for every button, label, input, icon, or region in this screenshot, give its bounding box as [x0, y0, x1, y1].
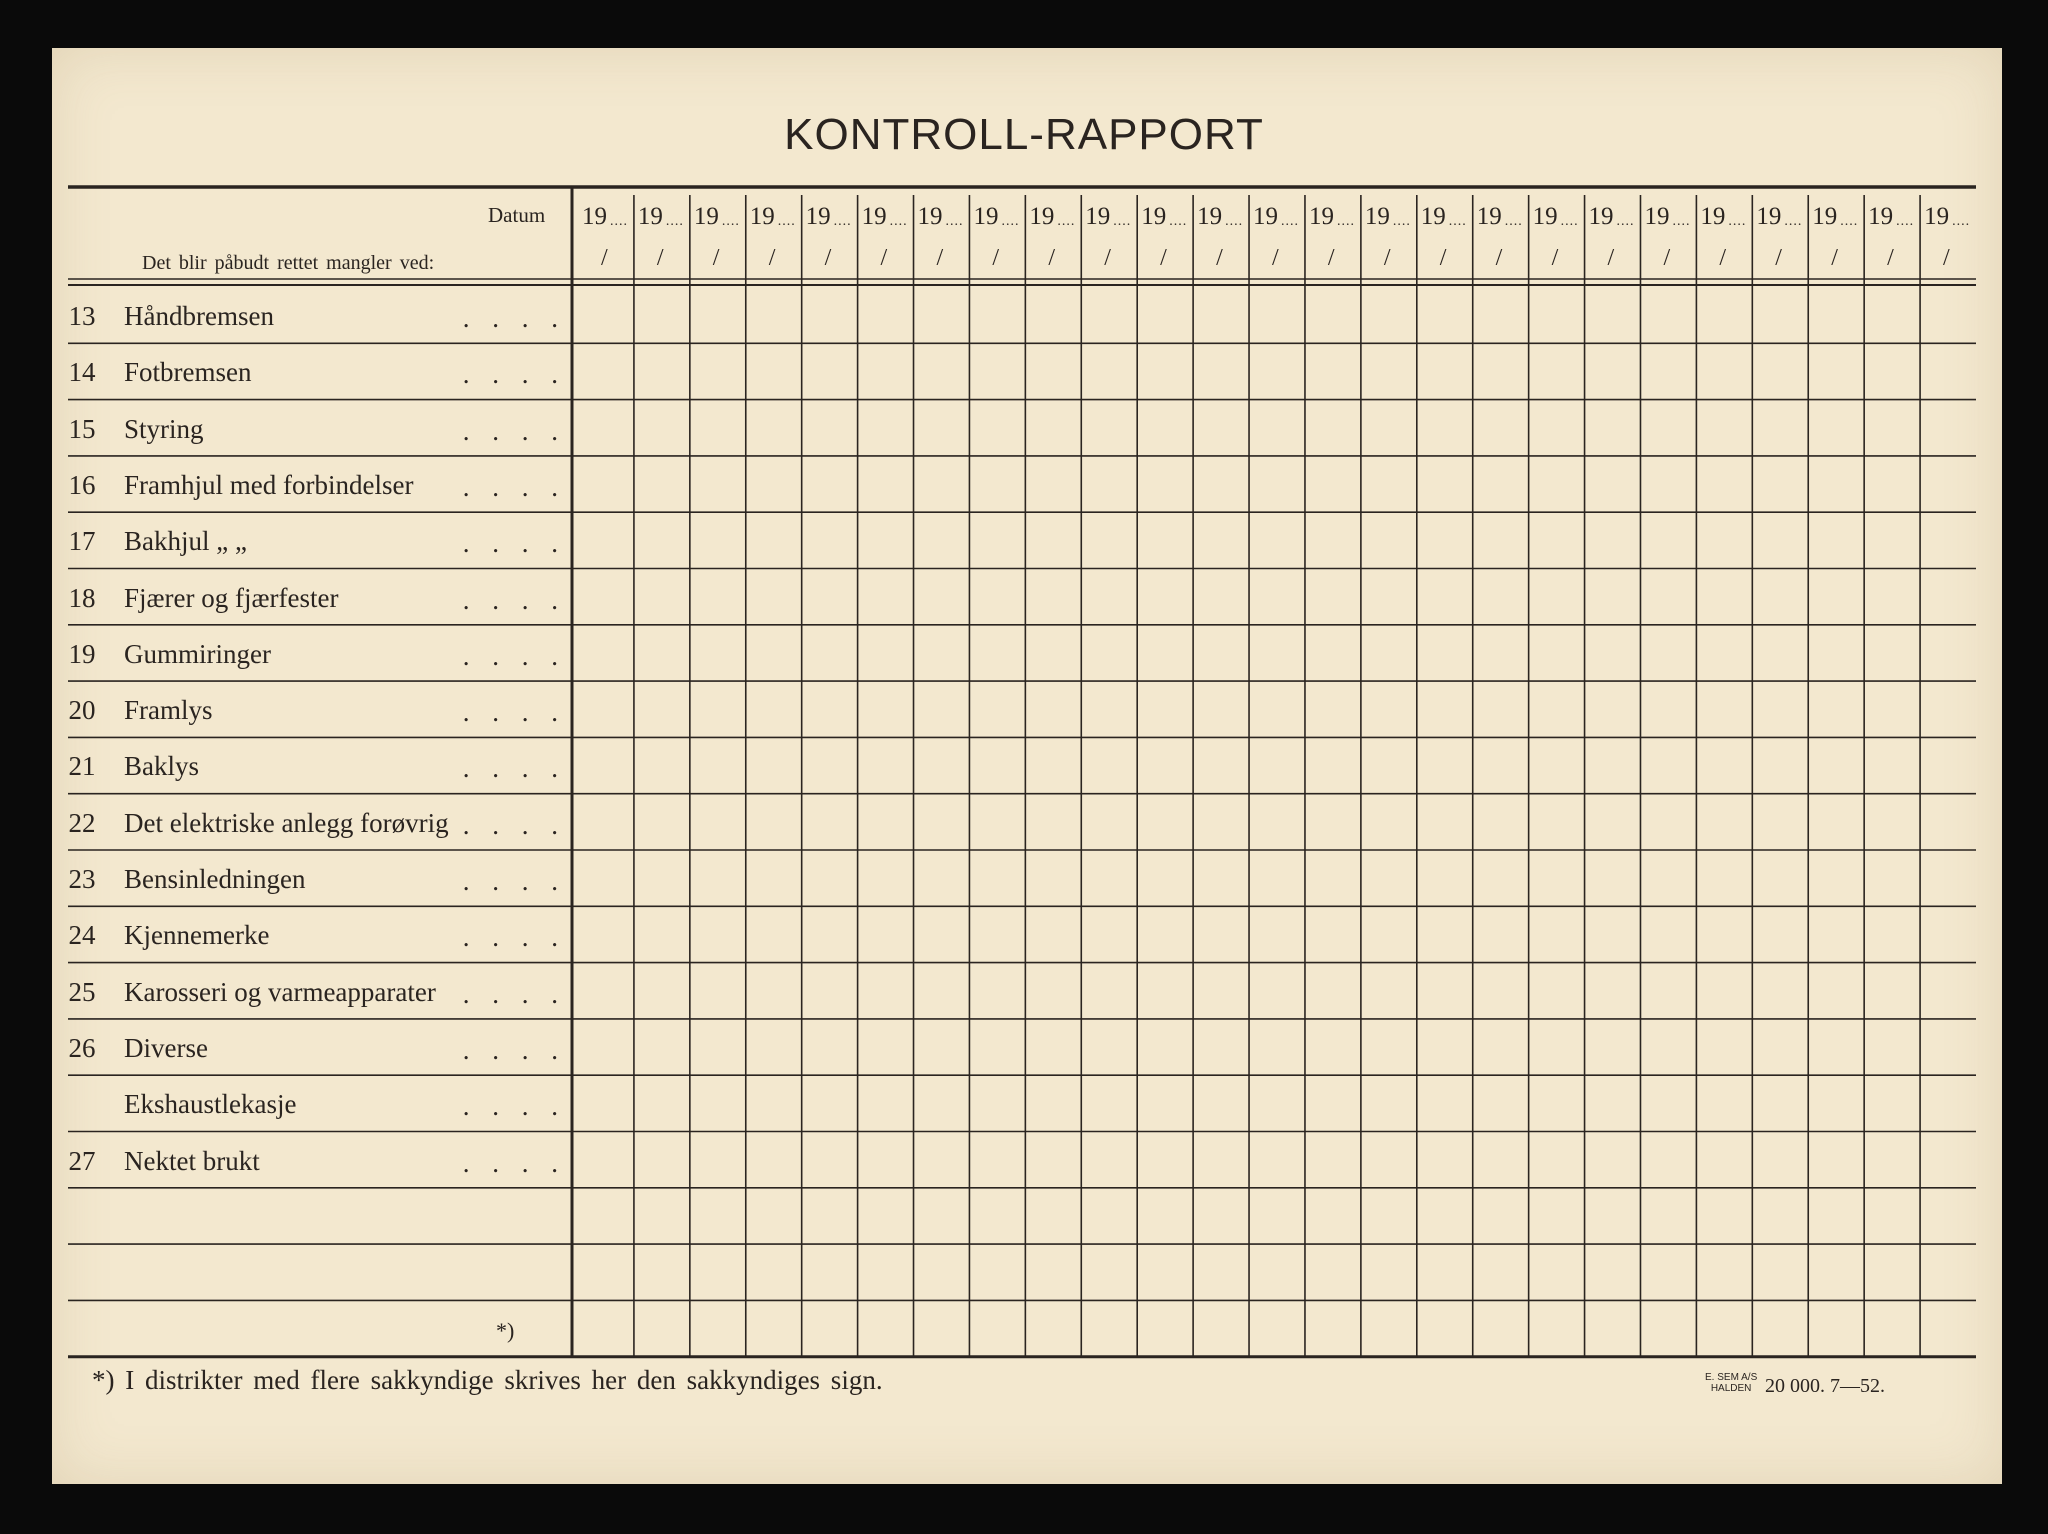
date-year-prefix: 19: [917, 203, 943, 230]
date-separator: /: [712, 245, 720, 271]
item-number: 17: [68, 526, 96, 557]
footnote: *) I distrikter med flere sakkyndige skrives her den sakkyndiges sign.: [92, 1365, 883, 1395]
signature-marker: *): [496, 1318, 515, 1343]
date-fill-dots: ....: [945, 214, 964, 229]
item-label: Det elektriske anlegg forøvrig: [124, 807, 449, 838]
date-fill-dots: ....: [1392, 214, 1411, 229]
leader-dots: . . . .: [462, 978, 566, 1009]
leader-dots: . . . .: [462, 471, 566, 502]
item-label: Framlys: [124, 695, 213, 726]
date-separator: /: [1831, 245, 1838, 271]
date-year-prefix: 19: [1756, 203, 1782, 230]
date-fill-dots: ....: [1225, 214, 1244, 229]
item-label: Gummiringer: [124, 638, 271, 669]
item-label: Diverse: [124, 1032, 208, 1063]
leader-dots: . . . .: [462, 866, 566, 896]
date-year-prefix: 19: [749, 203, 775, 230]
date-fill-dots: ....: [665, 214, 684, 229]
item-label: Nektet brukt: [124, 1145, 260, 1176]
date-fill-dots: ....: [1784, 214, 1803, 229]
date-separator: /: [1495, 245, 1503, 271]
form-title: KONTROLL-RAPPORT: [784, 110, 1264, 159]
date-year-prefix: 19: [582, 203, 607, 230]
leader-dots: . . . .: [462, 359, 566, 390]
item-number: 27: [68, 1145, 96, 1176]
date-separator: /: [1887, 245, 1894, 271]
date-fill-dots: ....: [1672, 214, 1691, 229]
date-separator: /: [824, 245, 832, 271]
date-separator: /: [1719, 245, 1727, 271]
date-year-prefix: 19: [1532, 203, 1558, 230]
date-fill-dots: ....: [1057, 214, 1076, 229]
date-separator: /: [1551, 245, 1559, 271]
item-number: 25: [68, 976, 96, 1007]
item-number: 15: [68, 413, 96, 444]
item-number: 16: [68, 469, 96, 500]
item-number: 18: [68, 582, 96, 613]
date-separator: /: [1048, 245, 1055, 271]
item-label: Karosseri og varmeapparater: [124, 976, 436, 1007]
item-label: Framhjul med forbindelser: [124, 469, 414, 500]
date-year-prefix: 19: [1141, 203, 1167, 230]
date-fill-dots: ....: [721, 214, 740, 229]
item-number: 23: [68, 864, 96, 894]
item-number: 22: [68, 807, 96, 838]
date-year-prefix: 19: [1700, 203, 1726, 230]
date-fill-dots: ....: [889, 214, 908, 229]
item-number: 24: [68, 920, 96, 951]
date-year-prefix: 19: [1588, 203, 1614, 230]
date-separator: /: [1943, 245, 1950, 271]
date-fill-dots: ....: [1336, 214, 1355, 229]
printer-line: E. SEM A/S: [1705, 1372, 1758, 1383]
date-separator: /: [1104, 245, 1111, 271]
date-year-prefix: 19: [637, 203, 663, 230]
date-fill-dots: ....: [1560, 214, 1579, 229]
date-year-prefix: 19: [1476, 203, 1502, 230]
date-fill-dots: ....: [1169, 214, 1188, 229]
item-number: 13: [68, 301, 96, 331]
item-label: Fjærer og fjærfester: [124, 582, 339, 613]
date-fill-dots: ....: [833, 214, 852, 229]
date-separator: /: [1216, 245, 1223, 271]
date-year-prefix: 19: [1644, 203, 1670, 230]
date-separator: /: [880, 245, 888, 271]
item-label: Håndbremsen: [124, 301, 274, 331]
item-number: 21: [68, 751, 96, 782]
date-year-prefix: 19: [1868, 203, 1894, 230]
leader-dots: . . . .: [462, 528, 566, 559]
item-number: 19: [68, 638, 96, 669]
date-fill-dots: ....: [1281, 214, 1300, 229]
date-fill-dots: ....: [1504, 214, 1523, 229]
item-label: Bakhjul „ „: [124, 526, 247, 557]
leader-dots: . . . .: [462, 1147, 566, 1178]
date-year-prefix: 19: [1364, 203, 1390, 230]
date-fill-dots: ....: [1728, 214, 1747, 229]
leader-dots: . . . .: [462, 753, 566, 784]
instruction-label: Det blir påbudt rettet mangler ved:: [142, 252, 435, 274]
leader-dots: . . . .: [462, 415, 566, 446]
date-year-prefix: 19: [805, 203, 831, 230]
date-separator: /: [936, 245, 944, 271]
printer-mark: [1705, 1372, 1757, 1394]
leader-dots: . . . .: [462, 303, 566, 333]
date-separator: /: [1327, 245, 1335, 271]
date-year-prefix: 19: [1085, 203, 1111, 230]
date-year-prefix: 19: [973, 203, 999, 230]
item-label: Bensinledningen: [124, 864, 306, 894]
item-label: Kjennemerke: [124, 920, 270, 951]
leader-dots: . . . .: [462, 584, 566, 615]
date-year-prefix: 19: [1197, 203, 1223, 230]
date-year-prefix: 19: [1253, 203, 1279, 230]
leader-dots: . . . .: [462, 809, 566, 840]
date-separator: /: [1272, 245, 1279, 271]
date-separator: /: [600, 245, 608, 271]
date-separator: /: [1160, 245, 1167, 271]
item-label: Ekshaustlekasje: [124, 1089, 297, 1120]
date-year-prefix: 19: [1308, 203, 1334, 230]
date-year-prefix: 19: [1812, 203, 1838, 230]
item-number: 14: [68, 357, 96, 388]
item-number: 26: [68, 1032, 96, 1063]
date-year-prefix: 19: [693, 203, 719, 230]
date-separator: /: [768, 245, 776, 271]
date-separator: /: [1607, 245, 1615, 271]
leader-dots: . . . .: [462, 922, 566, 953]
date-fill-dots: ....: [1001, 214, 1020, 229]
date-fill-dots: ....: [1952, 214, 1971, 229]
date-fill-dots: ....: [777, 214, 796, 229]
datum-label: Datum: [488, 203, 546, 227]
printer-line: HALDEN: [1710, 1383, 1752, 1394]
print-info: 20 000. 7—52.: [1765, 1375, 1885, 1397]
date-fill-dots: ....: [1896, 214, 1915, 229]
date-separator: /: [1439, 245, 1447, 271]
date-year-prefix: 19: [1420, 203, 1446, 230]
date-fill-dots: ....: [1113, 214, 1132, 229]
date-fill-dots: ....: [1448, 214, 1467, 229]
item-label: Fotbremsen: [124, 357, 252, 388]
leader-dots: . . . .: [462, 1034, 566, 1065]
date-fill-dots: ....: [610, 214, 628, 229]
leader-dots: . . . .: [462, 640, 566, 671]
date-separator: /: [992, 245, 1000, 271]
date-year-prefix: 19: [861, 203, 887, 230]
date-separator: /: [1383, 245, 1391, 271]
date-year-prefix: 19: [1924, 203, 1950, 230]
item-number: 20: [68, 695, 96, 726]
leader-dots: . . . .: [462, 697, 566, 728]
item-label: Styring: [124, 413, 204, 444]
date-year-prefix: 19: [1029, 203, 1055, 230]
date-fill-dots: ....: [1840, 214, 1859, 229]
date-separator: /: [656, 245, 664, 271]
date-separator: /: [1775, 245, 1782, 271]
item-label: Baklys: [124, 751, 200, 782]
date-separator: /: [1663, 245, 1671, 271]
date-fill-dots: ....: [1616, 214, 1635, 229]
leader-dots: . . . .: [462, 1091, 566, 1122]
